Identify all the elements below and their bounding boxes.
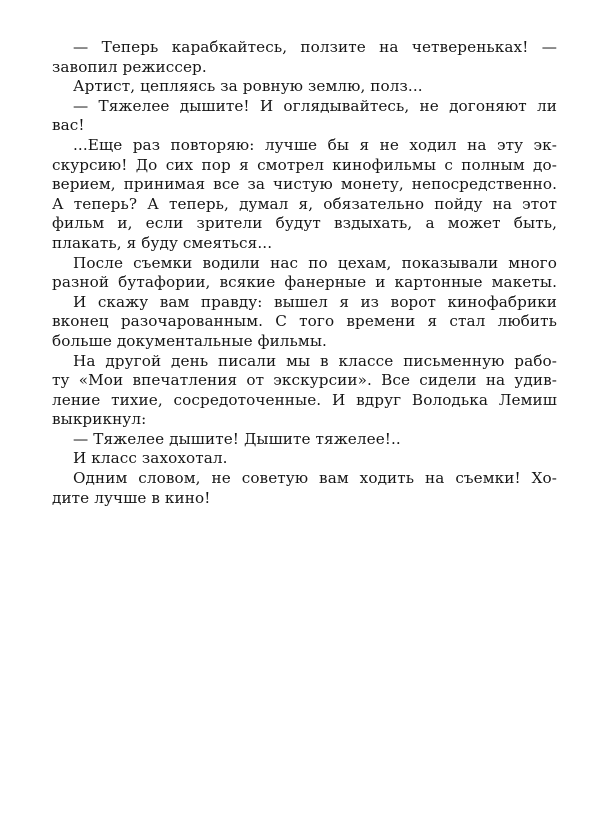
- paragraph: [52, 469, 557, 508]
- text-line: — Тяжелее дышите! И оглядывайтесь, не догоняют ли: [73, 96, 557, 115]
- text-line: И скажу вам правду: вышел я из ворот кинофабрики: [73, 292, 557, 311]
- text-line: — Тяжелее дышите! Дышите тяжелее!..: [73, 429, 401, 448]
- text-line: плакать, я буду смеяться...: [52, 233, 273, 252]
- text-line: На другой день писали мы в классе письменную рабо-: [73, 351, 557, 370]
- paragraph: [52, 38, 557, 77]
- paragraph: [52, 136, 557, 254]
- text-line: Артист, цепляясь за ровную землю, полз...: [73, 77, 423, 96]
- paragraph: [52, 352, 557, 430]
- text-line: больше документальные фильмы.: [52, 331, 327, 350]
- paragraph: [52, 97, 557, 136]
- text-line: А теперь? А теперь, думал я, обязательно пойду на этот: [52, 194, 557, 213]
- paragraph: [52, 293, 557, 352]
- text-line: завопил режиссер.: [52, 57, 207, 76]
- text-line: вас!: [52, 116, 85, 135]
- text-line: ...Еще раз повторяю: лучше бы я не ходил на эту эк-: [73, 135, 557, 154]
- text-line: Одним словом, не советую вам ходить на съемки! Хо-: [73, 469, 557, 488]
- text-line: ление тихие, сосредоточенные. И вдруг Володька Лемиш: [52, 390, 557, 409]
- text-line: верием, принимая все за чистую монету, непосредственно.: [52, 175, 557, 194]
- text-line: дите лучше в кино!: [52, 488, 211, 507]
- text-line: вконец разочарованным. С того времени я стал любить: [52, 312, 557, 331]
- document-page: [52, 38, 557, 508]
- text-line: После съемки водили нас по цехам, показывали много: [73, 253, 557, 272]
- paragraph: [52, 449, 557, 469]
- text-line: разной бутафории, всякие фанерные и картонные макеты.: [52, 273, 557, 292]
- text-line: выкрикнул:: [52, 410, 147, 429]
- paragraph: [52, 77, 557, 97]
- text-line: ту «Мои впечатления от экскурсии». Все сидели на удив-: [52, 371, 557, 390]
- text-line: — Теперь карабкайтесь, ползите на четвереньках! —: [73, 38, 557, 56]
- text-line: скурсию! До сих пор я смотрел кинофильмы с полным до-: [52, 155, 557, 174]
- text-line: И класс захохотал.: [73, 449, 228, 468]
- text-line: фильм и, если зрители будут вздыхать, а может быть,: [52, 214, 557, 233]
- paragraph: [52, 254, 557, 293]
- paragraph: [52, 430, 557, 450]
